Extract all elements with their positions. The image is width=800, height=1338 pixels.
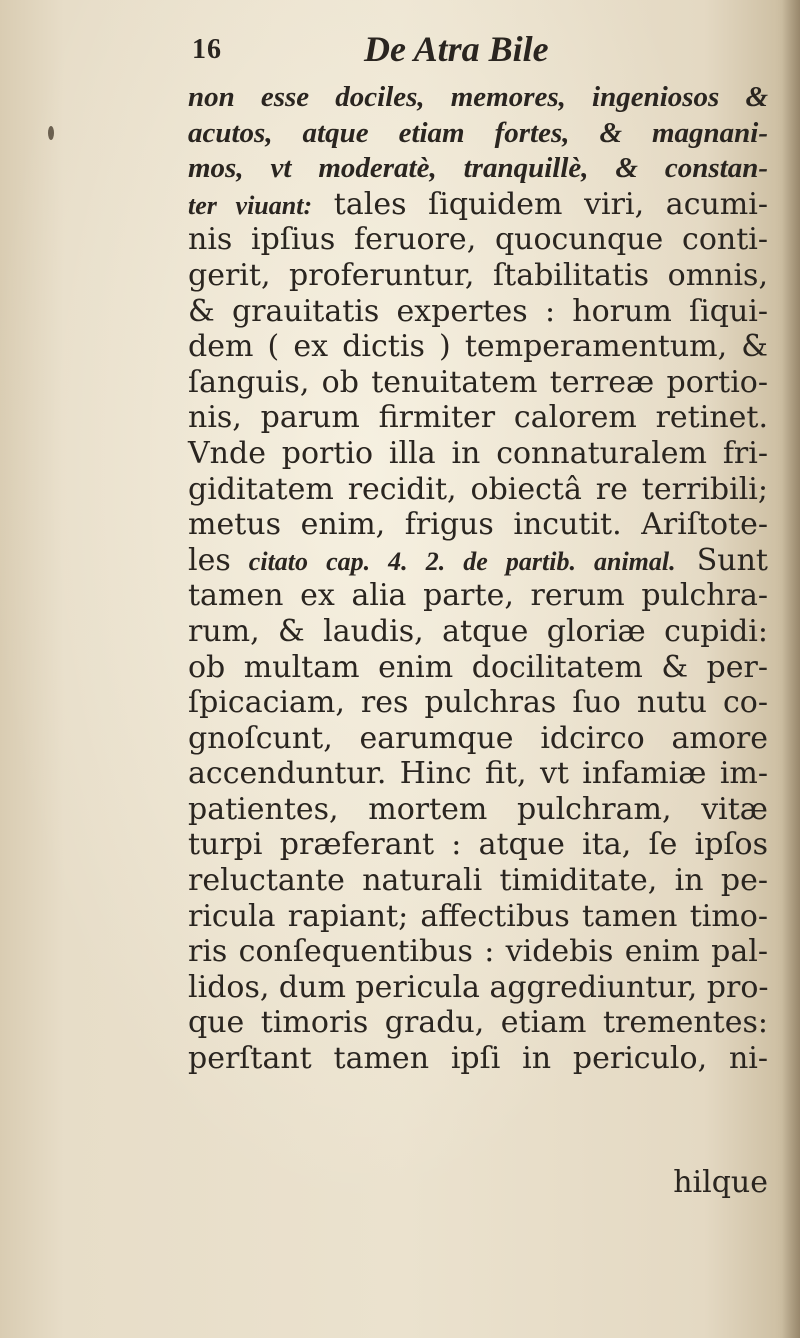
citation-italic: citato cap. 4. 2. de partib. animal. (230, 546, 676, 576)
ink-speck (48, 126, 54, 140)
text-line: lidos, dum pericula aggrediuntur, pro- (188, 969, 769, 1005)
page-header (192, 28, 612, 76)
running-title: De Atra Bile (364, 29, 549, 69)
text-line: nis, parum firmiter calorem retinet. (188, 400, 768, 436)
text-line: non esse dociles, memores, ingeniosos & (188, 81, 768, 113)
text-line: mos, vt moderatè, tranquillè, & constan- (188, 152, 768, 185)
text-line: reluctante naturali timiditate, in pe- (188, 863, 768, 899)
roman-phrase: tales ſiquidem viri, acumi- (312, 186, 768, 222)
text-line: metus enim, frigus incutit. Ariſtote- (188, 507, 768, 543)
text-line: gerit, proferuntur, ſtabilitatis omnis, (188, 257, 768, 293)
text-line: ob multam enim docilitatem & per- (188, 649, 768, 685)
italic-phrase: ter viuant: (188, 190, 313, 220)
body-text (188, 80, 768, 1077)
text-line: gnoſcunt, earumque idcirco amore (188, 720, 768, 756)
text-line: & grauitatis expertes : horum ſiqui- (188, 293, 768, 329)
text-line: giditatem recidit, obiectâ re terribili; (188, 471, 768, 507)
text-line: ris conſequentibus : videbis enim pal- (188, 934, 768, 970)
text-line: turpi præferant : atque ita, ſe ipſos (188, 827, 768, 863)
text-line: ſanguis, ob tenuitatem terreæ portio- (188, 364, 768, 400)
text-line: Vnde portio illa in connaturalem fri- (188, 435, 768, 471)
text-line: nis ipſius feruore, quocunque conti- (188, 222, 768, 258)
page-edge-shadow (782, 0, 800, 1338)
text-line: tamen ex alia parte, rerum pulchra- (188, 578, 768, 614)
text-line: ricula rapiant; affectibus tamen timo- (188, 898, 768, 934)
text-line: perſtant tamen ipſi in periculo, ni- (188, 1041, 768, 1077)
text-line (188, 543, 768, 579)
text-line: rum, & laudis, atque gloriæ cupidi: (188, 613, 768, 649)
catchword: hilque (673, 1165, 768, 1200)
roman-phrase: Sunt (675, 542, 768, 578)
roman-phrase: les (188, 542, 231, 578)
text-line: acutos, atque etiam fortes, & magnani- (188, 116, 768, 149)
page-number: 16 (192, 34, 222, 65)
text-line: accenduntur. Hinc fit, vt infamiæ im- (188, 756, 768, 792)
text-line: dem ( ex dictis ) temperamentum, & (188, 329, 768, 365)
text-line (188, 187, 768, 223)
text-line: que timoris gradu, etiam trementes: (188, 1005, 768, 1041)
text-line: patientes, mortem pulchram, vitæ (188, 791, 768, 827)
text-line: ſpicaciam, res pulchras ſuo nutu co- (188, 685, 768, 721)
